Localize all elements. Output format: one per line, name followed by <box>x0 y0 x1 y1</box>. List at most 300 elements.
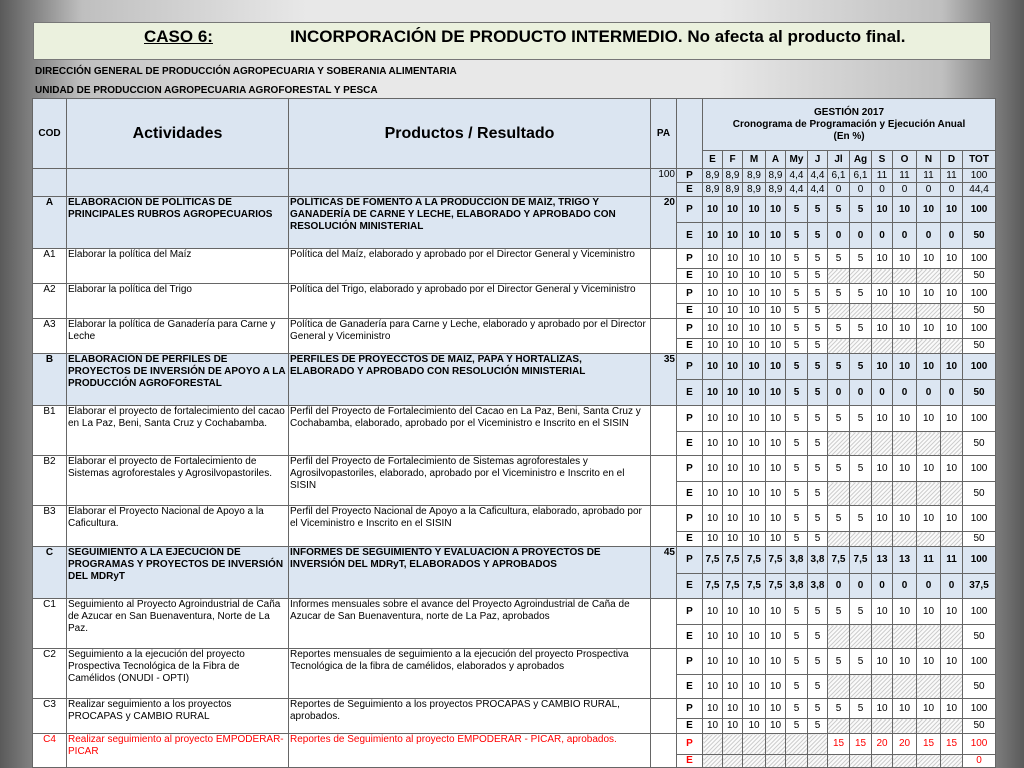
cell-p: 10 <box>941 197 963 223</box>
cell-p: 8,9 <box>723 169 743 183</box>
row-cod <box>33 169 67 197</box>
cell-p: 5 <box>808 197 828 223</box>
schedule-table <box>32 98 996 768</box>
row-actividad: Seguimiento a la ejecución del proyecto Prospectiva Tecnológica de la Fibra de Camélidos (ONUDI - OPTI) <box>67 649 289 699</box>
cell-p: 8,9 <box>743 169 766 183</box>
cell-e <box>872 339 893 354</box>
cell-p: 10 <box>703 649 723 675</box>
cell-p: 10 <box>872 456 893 482</box>
cell-e <box>850 339 872 354</box>
cell-e: 10 <box>766 675 786 699</box>
cell-e <box>893 625 917 649</box>
cell-p: 10 <box>766 354 786 380</box>
cell-p: 10 <box>703 506 723 532</box>
row-e-label: E <box>677 339 703 354</box>
activity-row <box>33 197 996 223</box>
cell-e: 10 <box>743 482 766 506</box>
cell-e: 0 <box>917 223 941 249</box>
row-pa <box>651 249 677 284</box>
row-producto: Perfil del Proyecto Nacional de Apoyo a la Caficultura, elaborado, aprobado por el Viceministro e Inscrito en el SISIN <box>289 506 651 547</box>
cell-e <box>941 339 963 354</box>
cell-e <box>872 625 893 649</box>
cell-p: 10 <box>893 699 917 719</box>
cell-p: 10 <box>743 354 766 380</box>
cell-p: 5 <box>828 506 850 532</box>
cell-p: 10 <box>703 406 723 432</box>
row-cod: B2 <box>33 456 67 506</box>
cell-e: 10 <box>723 339 743 354</box>
row-e-label: E <box>677 574 703 599</box>
cell-p: 10 <box>743 406 766 432</box>
cell-p: 10 <box>743 284 766 304</box>
cell-p: 10 <box>723 197 743 223</box>
cell-e <box>872 482 893 506</box>
cell-p: 10 <box>723 699 743 719</box>
activity-row <box>33 649 996 675</box>
cell-e: 5 <box>808 269 828 284</box>
cell-e <box>850 719 872 734</box>
cell-e: 5 <box>808 719 828 734</box>
cell-p: 10 <box>766 319 786 339</box>
cell-p: 100 <box>963 699 996 719</box>
cell-e <box>808 755 828 768</box>
cell-e: 5 <box>786 625 808 649</box>
cell-p: 5 <box>808 284 828 304</box>
cell-p: 10 <box>917 319 941 339</box>
header-productos: Productos / Resultado <box>289 99 651 169</box>
row-cod: C3 <box>33 699 67 734</box>
row-p-label: P <box>677 456 703 482</box>
cell-p: 10 <box>743 649 766 675</box>
cell-e: 10 <box>766 432 786 456</box>
cell-p: 20 <box>872 734 893 755</box>
cell-e: 10 <box>723 675 743 699</box>
cell-e <box>941 304 963 319</box>
row-actividad: ELABORACIÓN DE PERFILES DE PROYECTOS DE INVERSIÓN DE APOYO A LA PRODUCCIÓN AGROFORESTAL <box>67 354 289 406</box>
case-label: CASO 6: <box>144 27 213 46</box>
row-pa <box>651 284 677 319</box>
cell-e: 10 <box>743 380 766 406</box>
cell-e: 5 <box>786 304 808 319</box>
cell-p: 10 <box>941 599 963 625</box>
cell-p: 15 <box>828 734 850 755</box>
row-pa: 20 <box>651 197 677 249</box>
row-e-label: E <box>677 482 703 506</box>
cell-p: 10 <box>723 354 743 380</box>
cell-p: 10 <box>766 249 786 269</box>
activity-row <box>33 249 996 269</box>
cell-p: 5 <box>828 406 850 432</box>
cell-p: 10 <box>893 506 917 532</box>
cell-e: 10 <box>703 675 723 699</box>
row-producto: Reportes de Seguimiento a los proyectos PROCAPAS y CAMBIO RURAL, aprobados. <box>289 699 651 734</box>
cell-p: 7,5 <box>828 547 850 574</box>
row-actividad: Elaborar el Proyecto Nacional de Apoyo a la Caficultura. <box>67 506 289 547</box>
cell-p: 5 <box>786 319 808 339</box>
cell-e <box>850 269 872 284</box>
cell-p: 10 <box>723 249 743 269</box>
row-cod: B1 <box>33 406 67 456</box>
cell-p: 10 <box>941 506 963 532</box>
cell-p: 10 <box>893 197 917 223</box>
cell-e <box>893 304 917 319</box>
header-month: My <box>786 151 808 169</box>
cell-e <box>941 625 963 649</box>
cell-p: 10 <box>917 284 941 304</box>
cell-e <box>850 755 872 768</box>
cell-p: 5 <box>828 319 850 339</box>
row-actividad: SEGUIMIENTO A LA EJECUCIÓN DE PROGRAMAS Y PROYECTOS DE INVERSIÓN DEL MDRyT <box>67 547 289 599</box>
cell-p: 10 <box>941 354 963 380</box>
header-actividades: Actividades <box>67 99 289 169</box>
cell-p: 10 <box>893 249 917 269</box>
cell-e <box>917 532 941 547</box>
cell-e <box>828 304 850 319</box>
cell-p: 100 <box>963 197 996 223</box>
row-e-label: E <box>677 380 703 406</box>
header-en-pct: (En %) <box>833 130 865 142</box>
cell-e <box>917 755 941 768</box>
cell-e: 10 <box>703 482 723 506</box>
cell-e <box>872 269 893 284</box>
cell-e: 50 <box>963 482 996 506</box>
row-pa <box>651 699 677 734</box>
cell-e <box>872 532 893 547</box>
activity-row <box>33 506 996 532</box>
activity-row <box>33 354 996 380</box>
cell-e <box>941 532 963 547</box>
cell-p: 11 <box>917 169 941 183</box>
cell-e: 10 <box>743 223 766 249</box>
cell-e: 0 <box>850 223 872 249</box>
row-p-label: P <box>677 197 703 223</box>
row-e-label: E <box>677 183 703 197</box>
cell-e: 37,5 <box>963 574 996 599</box>
cell-e: 5 <box>786 339 808 354</box>
row-producto: Política de Ganadería para Carne y Leche, elaborado y aprobado por el Director General y Viceministro <box>289 319 651 354</box>
cell-p: 5 <box>828 354 850 380</box>
cell-e: 10 <box>743 304 766 319</box>
row-producto: Perfil del Proyecto de Fortalecimiento de Sistemas agroforestales y Agrosilvopastoriles, elaborado, aprobado por el Viceministro e Inscrito en el SISIN <box>289 456 651 506</box>
cell-p: 10 <box>872 319 893 339</box>
cell-p: 5 <box>828 197 850 223</box>
row-p-label: P <box>677 547 703 574</box>
cell-e: 5 <box>808 482 828 506</box>
cell-e: 7,5 <box>766 574 786 599</box>
cell-e <box>893 482 917 506</box>
cell-e <box>828 339 850 354</box>
cell-e <box>766 755 786 768</box>
cell-e: 50 <box>963 339 996 354</box>
cell-p: 10 <box>917 456 941 482</box>
cell-e: 5 <box>808 432 828 456</box>
cell-p: 4,4 <box>808 169 828 183</box>
cell-p: 10 <box>941 406 963 432</box>
cell-e: 50 <box>963 625 996 649</box>
cell-p: 5 <box>850 506 872 532</box>
cell-e: 44,4 <box>963 183 996 197</box>
header-month: Jl <box>828 151 850 169</box>
cell-e: 10 <box>703 719 723 734</box>
row-e-label: E <box>677 755 703 768</box>
cell-p: 100 <box>963 354 996 380</box>
cell-p: 10 <box>941 284 963 304</box>
cell-p: 10 <box>723 406 743 432</box>
row-producto: INFORMES DE SEGUIMIENTO Y EVALUACIÓN A PROYECTOS DE INVERSIÓN DEL MDRyT, ELABORADOS Y APROBADOS <box>289 547 651 599</box>
cell-p: 10 <box>893 649 917 675</box>
cell-p: 10 <box>941 456 963 482</box>
cell-p <box>766 734 786 755</box>
cell-e <box>872 719 893 734</box>
cell-p: 5 <box>850 319 872 339</box>
row-pa <box>651 599 677 649</box>
cell-p: 100 <box>963 506 996 532</box>
cell-e: 0 <box>828 223 850 249</box>
cell-e: 10 <box>703 223 723 249</box>
row-p-label: P <box>677 506 703 532</box>
activity-row <box>33 284 996 304</box>
header-cod: COD <box>33 99 67 169</box>
cell-p: 5 <box>808 354 828 380</box>
cell-e <box>893 719 917 734</box>
cell-e: 7,5 <box>703 574 723 599</box>
header-month: D <box>941 151 963 169</box>
cell-p: 15 <box>850 734 872 755</box>
cell-p: 5 <box>850 249 872 269</box>
cell-e: 10 <box>723 432 743 456</box>
cell-e: 50 <box>963 675 996 699</box>
cell-p: 10 <box>941 249 963 269</box>
cell-e <box>786 755 808 768</box>
header-pa: PA <box>651 99 677 169</box>
header-month: N <box>917 151 941 169</box>
row-pa <box>651 734 677 768</box>
row-p-label: P <box>677 169 703 183</box>
row-pa: 35 <box>651 354 677 406</box>
cell-p: 8,9 <box>703 169 723 183</box>
cell-e: 10 <box>766 304 786 319</box>
row-actividad: Realizar seguimiento al proyecto EMPODERAR-PICAR <box>67 734 289 768</box>
header-row <box>33 99 996 151</box>
cell-p: 10 <box>723 456 743 482</box>
cell-p: 100 <box>963 169 996 183</box>
cell-p: 5 <box>786 649 808 675</box>
cell-e: 50 <box>963 223 996 249</box>
cell-p: 10 <box>893 456 917 482</box>
cell-p: 11 <box>941 169 963 183</box>
cell-p: 10 <box>917 506 941 532</box>
header-month: S <box>872 151 893 169</box>
cell-p <box>786 734 808 755</box>
cell-e <box>850 532 872 547</box>
cell-e: 5 <box>808 532 828 547</box>
cell-p: 3,8 <box>808 547 828 574</box>
cell-e: 10 <box>743 532 766 547</box>
row-p-label: P <box>677 406 703 432</box>
cell-p: 20 <box>893 734 917 755</box>
cell-e: 10 <box>743 625 766 649</box>
cell-e: 8,9 <box>743 183 766 197</box>
cell-e: 50 <box>963 719 996 734</box>
cell-e: 0 <box>917 380 941 406</box>
cell-e: 5 <box>786 380 808 406</box>
activity-row <box>33 599 996 625</box>
cell-p: 10 <box>703 699 723 719</box>
cell-p: 10 <box>723 284 743 304</box>
cell-e: 10 <box>766 269 786 284</box>
cell-e <box>850 482 872 506</box>
cell-e: 10 <box>723 482 743 506</box>
cell-e: 5 <box>786 432 808 456</box>
cell-p: 13 <box>893 547 917 574</box>
header-month: F <box>723 151 743 169</box>
cell-e <box>917 339 941 354</box>
cell-p: 5 <box>786 699 808 719</box>
cell-e: 0 <box>828 574 850 599</box>
row-p-label: P <box>677 649 703 675</box>
cell-e <box>917 482 941 506</box>
cell-e: 10 <box>766 223 786 249</box>
cell-p: 7,5 <box>743 547 766 574</box>
cell-p: 10 <box>917 406 941 432</box>
row-pa <box>651 506 677 547</box>
cell-p: 5 <box>786 599 808 625</box>
cell-p: 10 <box>743 249 766 269</box>
header-month: TOT <box>963 151 996 169</box>
cell-e <box>893 269 917 284</box>
cell-e: 5 <box>808 625 828 649</box>
cell-e: 10 <box>743 432 766 456</box>
cell-e: 0 <box>941 223 963 249</box>
cell-e: 10 <box>723 532 743 547</box>
cell-p: 10 <box>893 319 917 339</box>
cell-e: 10 <box>766 532 786 547</box>
cell-e <box>850 675 872 699</box>
cell-p: 100 <box>963 249 996 269</box>
cell-p: 5 <box>808 406 828 432</box>
cell-e: 5 <box>808 339 828 354</box>
cell-e: 10 <box>766 339 786 354</box>
cell-e: 10 <box>743 719 766 734</box>
cell-p: 10 <box>766 699 786 719</box>
cell-e: 5 <box>786 675 808 699</box>
cell-p: 10 <box>872 284 893 304</box>
row-p-label: P <box>677 354 703 380</box>
row-cod: B3 <box>33 506 67 547</box>
cell-e: 4,4 <box>808 183 828 197</box>
cell-p: 10 <box>872 649 893 675</box>
cell-p: 10 <box>703 354 723 380</box>
cell-p: 7,5 <box>850 547 872 574</box>
cell-e: 0 <box>893 574 917 599</box>
cell-e: 0 <box>872 223 893 249</box>
header-cronograma: Cronograma de Programación y Ejecución Anual <box>732 118 966 130</box>
header-month: A <box>766 151 786 169</box>
cell-p: 5 <box>786 284 808 304</box>
cell-p: 10 <box>941 319 963 339</box>
activity-row <box>33 319 996 339</box>
cell-e: 10 <box>703 625 723 649</box>
cell-e <box>917 269 941 284</box>
row-cod: A3 <box>33 319 67 354</box>
cell-e <box>893 339 917 354</box>
cell-p: 5 <box>808 506 828 532</box>
cell-e: 50 <box>963 532 996 547</box>
row-producto: PERFILES DE PROYECCTOS DE MAÍZ, PAPA Y HORTALIZAS, ELABORADO Y APROBADO CON RESOLUCIÓN MINISTERIAL <box>289 354 651 406</box>
cell-p: 5 <box>786 456 808 482</box>
cell-e <box>941 482 963 506</box>
row-producto: Reportes mensuales de seguimiento a la ejecución del proyecto Prospectiva Tecnológica de la fibra de camélidos, elaborados y aprobados <box>289 649 651 699</box>
cell-p: 5 <box>808 456 828 482</box>
row-actividad: Elaborar la política del Trigo <box>67 284 289 319</box>
row-pa: 100 <box>651 169 677 197</box>
row-e-label: E <box>677 304 703 319</box>
row-cod: C4 <box>33 734 67 768</box>
cell-e <box>850 625 872 649</box>
header-month: J <box>808 151 828 169</box>
cell-e: 10 <box>723 269 743 284</box>
row-cod: A2 <box>33 284 67 319</box>
cell-e: 0 <box>941 183 963 197</box>
row-p-label: P <box>677 249 703 269</box>
cell-e: 10 <box>723 380 743 406</box>
row-producto: Política del Trigo, elaborado y aprobado por el Director General y Viceministro <box>289 284 651 319</box>
cell-e: 10 <box>703 339 723 354</box>
cell-e: 0 <box>850 183 872 197</box>
cell-e: 0 <box>850 574 872 599</box>
cell-p: 10 <box>723 506 743 532</box>
cell-p: 10 <box>872 406 893 432</box>
cell-e: 0 <box>893 223 917 249</box>
cell-p: 10 <box>743 319 766 339</box>
row-actividad: Realizar seguimiento a los proyectos PROCAPAS y CAMBIO RURAL <box>67 699 289 734</box>
cell-p: 10 <box>703 456 723 482</box>
cell-e: 50 <box>963 304 996 319</box>
cell-e: 10 <box>766 482 786 506</box>
activity-row <box>33 699 996 719</box>
cell-p: 10 <box>703 319 723 339</box>
cell-p: 10 <box>917 649 941 675</box>
cell-e: 8,9 <box>766 183 786 197</box>
cell-e <box>828 719 850 734</box>
cell-e: 5 <box>808 380 828 406</box>
cell-e: 5 <box>808 675 828 699</box>
cell-p: 10 <box>743 456 766 482</box>
cell-p: 11 <box>917 547 941 574</box>
cell-p: 10 <box>703 197 723 223</box>
cell-p: 4,4 <box>786 169 808 183</box>
cell-p: 5 <box>850 406 872 432</box>
cell-e: 5 <box>786 482 808 506</box>
cell-p: 10 <box>743 699 766 719</box>
cell-p: 10 <box>766 649 786 675</box>
cell-e <box>893 755 917 768</box>
cell-e: 10 <box>703 532 723 547</box>
cell-p: 10 <box>766 456 786 482</box>
subtitle-direccion: DIRECCIÓN GENERAL DE PRODUCCIÓN AGROPECUARIA Y SOBERANIA ALIMENTARIA <box>35 66 457 77</box>
cell-p: 11 <box>941 547 963 574</box>
cell-e <box>723 755 743 768</box>
cell-p: 100 <box>963 734 996 755</box>
cell-e <box>917 675 941 699</box>
row-actividad: Elaborar el proyecto de fortalecimiento del cacao en La Paz, Beni, Santa Cruz y Cochabamba. <box>67 406 289 456</box>
subtitle-unidad: UNIDAD DE PRODUCCION AGROPECUARIA AGROFORESTAL Y PESCA <box>35 85 378 96</box>
activity-row <box>33 169 996 183</box>
cell-e: 0 <box>872 183 893 197</box>
cell-p: 5 <box>808 599 828 625</box>
cell-e: 50 <box>963 269 996 284</box>
cell-e: 4,4 <box>786 183 808 197</box>
